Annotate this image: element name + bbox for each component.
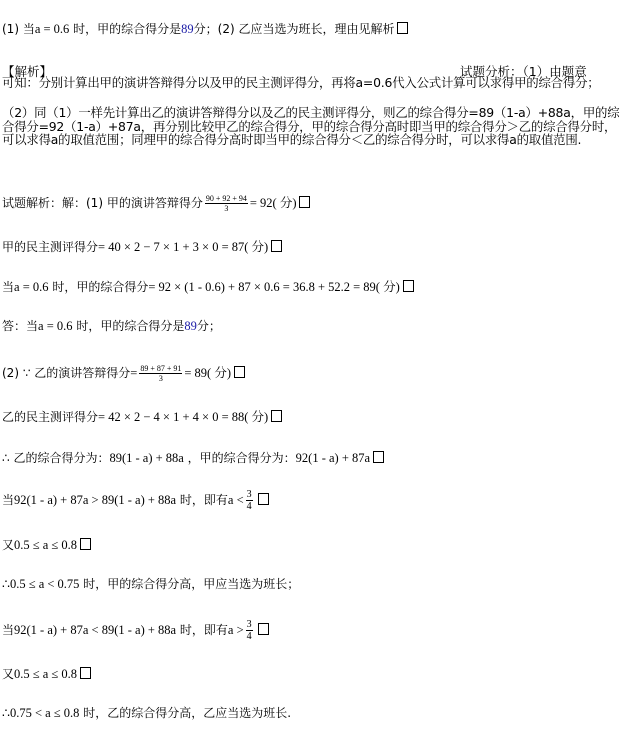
solution-line-10: [2, 577, 299, 592]
speech-score-label-a: 试题解析：解：(1) 甲的演讲答辩得分: [2, 196, 203, 210]
solution-line-5: [2, 362, 245, 384]
analysis-paragraph-2: （2）同（1）一样先计算出乙的演讲答辩得分以及乙的民主测评得分，则乙的综合得分=89（1-a）+88a，甲的综合得分=92（1-a）+87a，再分别比较甲乙的综合得分，甲的综合得分高时即当甲的综合得分＞乙的综合得分时，可以求得a的取值范围；同理甲的综合得分高时即当甲的综合得分＜乙的综合得分时，可以求得a的取值范围.: [2, 105, 620, 147]
conclusion-b: 时，乙的综合得分高，乙应当选为班长.: [79, 706, 292, 720]
fraction-numerator: 89 + 87 + 91: [140, 364, 182, 373]
solution-line-13: [2, 706, 291, 721]
solution-line-1: [2, 192, 310, 214]
placeholder-box: [234, 366, 245, 378]
analysis-label: 【解析】: [2, 64, 53, 79]
solution-line-11: [2, 618, 269, 642]
solution-line-3: [2, 280, 414, 295]
total-score-formula-b: 89(1 - a) + 88a: [109, 451, 184, 465]
placeholder-box: [271, 240, 282, 252]
answer-part3: 分；(2) 乙应当选为班长，理由见解析: [193, 22, 395, 36]
answer-part1: (1) 当: [2, 22, 35, 36]
placeholder-box: [373, 451, 384, 463]
placeholder-box: [403, 280, 414, 292]
solution-line-9: [2, 538, 91, 553]
range-result-b: ∴0.75 < a ≤ 0.8: [2, 706, 80, 720]
text: 当: [2, 493, 15, 507]
solution-line-2: [2, 240, 282, 255]
condition: a = 0.6: [14, 280, 49, 294]
condition: a = 0.6: [38, 319, 73, 333]
text: 当: [2, 623, 15, 637]
text: 又: [2, 667, 15, 681]
fraction-denominator: 3: [224, 204, 229, 213]
fraction-three-quarters: [246, 619, 253, 642]
solution-line-12: [2, 667, 91, 682]
fraction-denominator: 4: [246, 501, 252, 512]
fraction-three-quarters: [246, 489, 253, 512]
text: ∴ 乙的综合得分为：: [2, 451, 110, 465]
fraction-numerator: 3: [246, 619, 252, 630]
text: 答：当: [2, 319, 39, 333]
inequality: 92(1 - a) + 87a < 89(1 - a) + 88a: [14, 623, 177, 637]
vote-score-math-b: = 42 × 2 − 4 × 1 + 4 × 0 = 88( 分): [98, 410, 269, 424]
range-condition: 0.5 ≤ a ≤ 0.8: [14, 538, 78, 552]
solution-line-8: [2, 488, 269, 512]
text: 时，即有: [176, 623, 228, 637]
fraction-numerator: 3: [246, 489, 252, 500]
placeholder-box: [271, 410, 282, 422]
placeholder-box: [258, 493, 269, 505]
answer-condition: a = 0.6: [34, 22, 70, 36]
answer-score: 89: [181, 22, 194, 36]
text: 当: [2, 280, 15, 294]
range-condition: 0.5 ≤ a ≤ 0.8: [14, 667, 78, 681]
solution-line-4: [2, 319, 221, 334]
inequality-left: a <: [227, 493, 244, 507]
inequality-left: a >: [227, 623, 244, 637]
fraction-numerator: 90 + 92 + 94: [205, 194, 247, 203]
total-score-formula-a: 92(1 - a) + 87a: [295, 451, 371, 465]
speech-score-result-a: = 92( 分): [249, 196, 297, 210]
text: 又: [2, 538, 15, 552]
answer-line: [2, 22, 408, 37]
fraction-a-speech: [205, 194, 248, 213]
text: 时，甲的综合得分: [48, 280, 149, 294]
solution-line-6: [2, 410, 282, 425]
speech-score-result-b: = 89( 分): [184, 366, 231, 380]
placeholder-box: [80, 667, 91, 679]
inequality: 92(1 - a) + 87a > 89(1 - a) + 88a: [14, 493, 177, 507]
placeholder-box: [258, 623, 269, 635]
conclusion-a: 时，甲的综合得分高，甲应当选为班长；: [79, 577, 300, 591]
text: 时，即有: [176, 493, 228, 507]
range-result-a: ∴0.5 ≤ a < 0.75: [2, 577, 80, 591]
placeholder-box: [80, 538, 91, 550]
solution-line-7: [2, 451, 384, 466]
speech-score-label-b: (2) ∵ 乙的演讲答辩得分: [2, 366, 131, 380]
analysis-intro: 试题分析：（1）由题意: [460, 64, 587, 79]
vote-score-label-b: 乙的民主测评得分: [2, 410, 99, 424]
text: 时，甲的综合得分是: [72, 319, 185, 333]
analysis-paragraph-1: 可知：分别计算出甲的演讲答辩得分以及甲的民主测评得分，再将a=0.6代入公式计算可以求得甲的综合得分；: [2, 75, 600, 90]
equals-sign: =: [130, 366, 138, 380]
total-score-math-a: = 92 × (1 - 0.6) + 87 × 0.6 = 36.8 + 52.2 = 89( 分): [148, 280, 400, 294]
fraction-denominator: 3: [158, 374, 163, 383]
answer-part2: 时，甲的综合得分是: [69, 22, 182, 36]
placeholder-box: [299, 196, 310, 208]
text: ，甲的综合得分为：: [183, 451, 296, 465]
vote-score-math-a: = 40 × 2 − 7 × 1 + 3 × 0 = 87( 分): [98, 240, 269, 254]
answer-score: 89: [184, 319, 197, 333]
placeholder-box: [397, 22, 408, 34]
text: 分；: [196, 319, 221, 333]
fraction-denominator: 4: [246, 631, 252, 642]
vote-score-label-a: 甲的民主测评得分: [2, 240, 99, 254]
fraction-b-speech: [139, 364, 182, 383]
